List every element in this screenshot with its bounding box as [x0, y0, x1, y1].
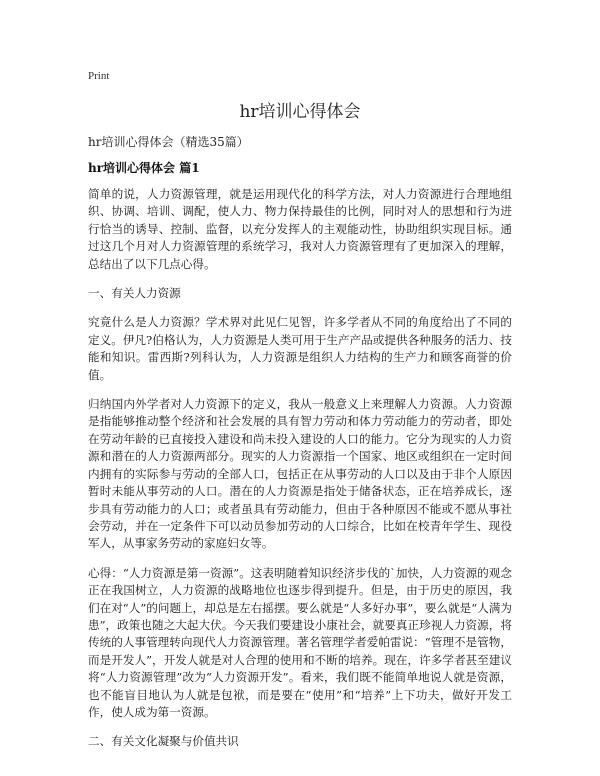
subheading-culture-values: 二、有关文化凝聚与价值共识 [88, 734, 239, 749]
subheading-human-resources: 一、有关人力资源 [88, 286, 181, 301]
paragraph-definition: 究竟什么是人力资源？学术界对此见仁见智，许多学者从不同的角度给出了不同的定义。伊凡?伯格认为，人力资源是人类可用于生产产品或提供各种服务的活力、技能和知识。雷西斯?列科认为，人力资源是组织人力结构的生产力和顾客商誉的价值。 [88, 315, 512, 382]
print-link[interactable]: Print [88, 70, 110, 82]
paragraph-intro: 简单的说，人力资源管理，就是运用现代化的科学方法，对人力资源进行合理地组织、协调、培训、调配，使人力、物力保持最佳的比例，同时对人的思想和行为进行恰当的诱导、控制、监督，以充分发挥人的主观能动性，协助组织实现目标。通过这几个月对人力资源管理的系统学习，我对人力资源管理有了更加深入的理解，总结出了以下几点心得。 [88, 187, 512, 271]
paragraph-summary: 归纳国内外学者对人力资源下的定义，我从一般意义上来理解人力资源。人力资源是指能够推动整个经济和社会发展的具有智力劳动和体力劳动能力的劳动者，即处在劳动年龄的已直接投入建设和尚未投入建设的人口的能力。它分为现实的人力资源和潜在的人力资源两部分。现实的人力资源指一个国家、地区或组织在一定时间内拥有的实际参与劳动的全部人口，包括正在从事劳动的人口以及由于非个人原因暂时未能从事劳动的人口。潜在的人力资源是指处于储备状态，正在培养成长，逐步具有劳动能力的人口；或者虽具有劳动能力，但由于各种原因不能或不愿从事社会劳动，并在一定条件下可以动员参加劳动的人口综合，比如在校青年学生、现役军人，从事家务劳动的家庭妇女等。 [88, 397, 512, 551]
section-heading: hr培训心得体会 篇1 [88, 161, 200, 175]
paragraph-insight: 心得：“人力资源是第一资源”。这表明随着知识经济步伐的`加快，人力资源的观念正在我国树立，人力资源的战略地位也逐步得到提升。但是，由于历史的原因，我们在对“人”的问题上，却总是左右摇摆。要么就是“人多好办事”，要么就是“人满为患”，政策也随之大起大伏。今天我们要建设小康社会，就要真正珍视人力资源，将传统的人事管理转向现代人力资源管理。著名管理学者爱帕雷说：“管理不是管物，而是开发人”，开发人就是对人合理的使用和不断的培养。现在，许多学者甚至建议将“人力资源管理”改为“人力资源开发”。看来，我们既不能简单地说人就是资源，也不能盲目地认为人就是包袱，而是要在“使用”和“培养”上下功夫，做好开发工作，使人成为第一资源。 [88, 565, 512, 719]
document-title: hr培训心得体会 [239, 102, 361, 122]
document-subtitle: hr培训心得体会（精选35篇） [88, 135, 249, 149]
document-body [88, 134, 512, 763]
